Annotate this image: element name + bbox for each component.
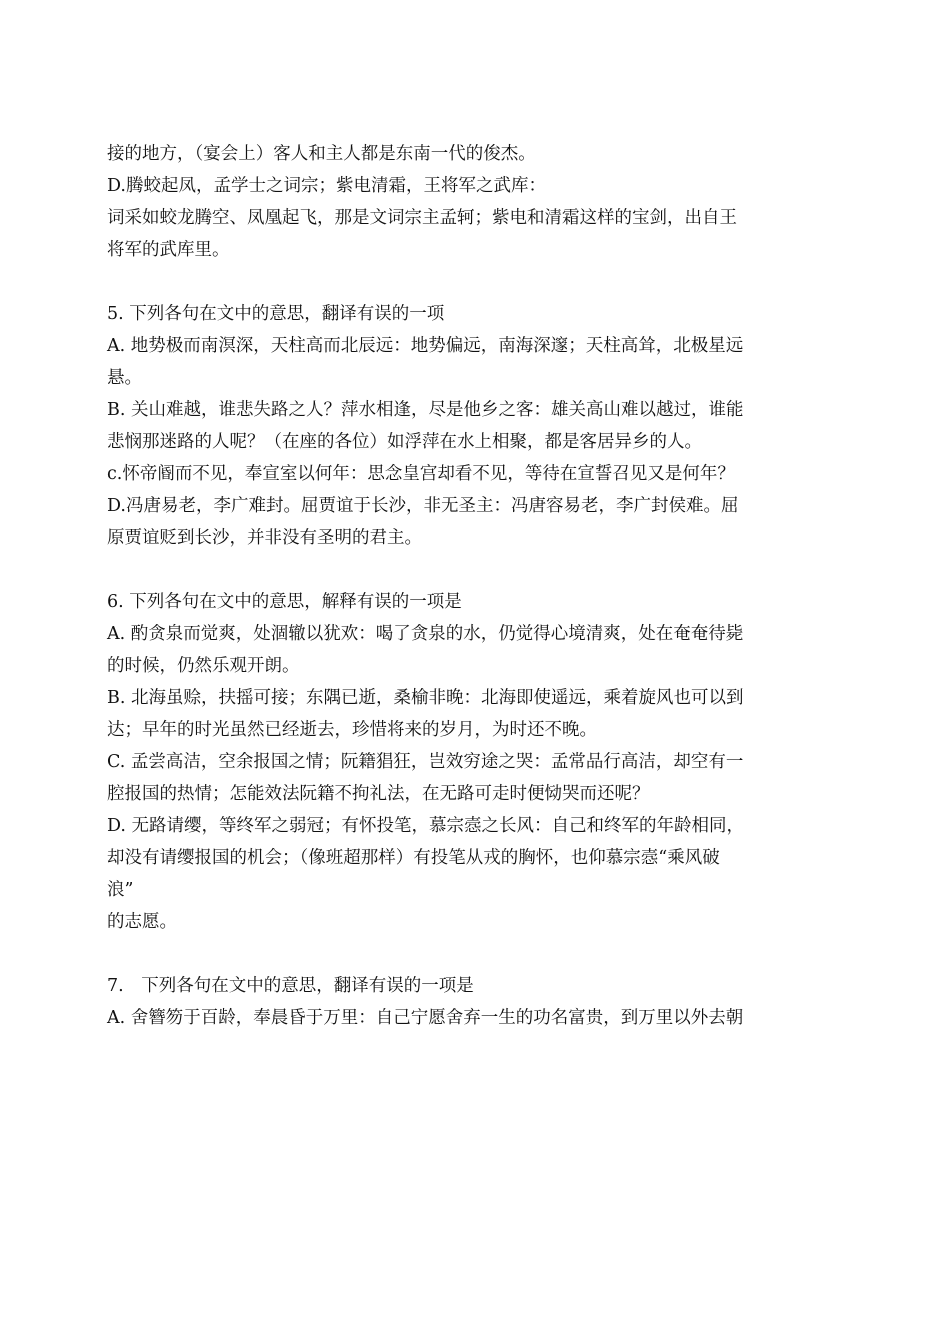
document-page <box>107 138 847 1034</box>
text-line: 达；早年的时光虽然已经逝去，珍惜将来的岁月，为时还不晚。 <box>107 720 597 740</box>
paragraph-gap <box>107 554 847 586</box>
option-a-line: A. 舍簪笏于百龄，奉晨昏于万里：自己宁愿舍弃一生的功名富贵，到万里以外去朝 <box>107 1008 744 1028</box>
text-line: 的时候，仍然乐观开朗。 <box>107 656 300 676</box>
text-line: 却没有请缨报国的机会；（像班超那样）有投笔从戎的胸怀，也仰慕宗悫“乘风破 <box>107 848 720 868</box>
option-b-line: B. 关山难越，谁悲失路之人？萍水相逢，尽是他乡之客：雄关高山难以越过，谁能 <box>107 400 744 420</box>
option-d-line: D.冯唐易老，李广难封。屈贾谊于长沙，非无圣主：冯唐容易老，李广封侯难。屈 <box>107 496 739 516</box>
text-line: 将军的武库里。 <box>107 240 230 260</box>
question-7-title: 7. 下列各句在文中的意思，翻译有误的一项是 <box>107 976 474 996</box>
text-line: 词采如蛟龙腾空、凤凰起飞，那是文词宗主孟轲；紫电和清霜这样的宝剑，出自王 <box>107 208 737 228</box>
text-line: 原贾谊贬到长沙，并非没有圣明的君主。 <box>107 528 422 548</box>
paragraph-gap <box>107 938 847 970</box>
option-c-line: C. 孟尝高洁，空余报国之情；阮籍猖狂，岂效穷途之哭：孟常品行高洁，却空有一 <box>107 752 744 772</box>
text-line: 接的地方，（宴会上）客人和主人都是东南一代的俊杰。 <box>107 144 536 164</box>
option-a-line: A. 酌贪泉而觉爽，处涸辙以犹欢：喝了贪泉的水，仍觉得心境清爽，处在奄奄待毙 <box>107 624 744 644</box>
text-line: 的志愿。 <box>107 912 177 932</box>
text-line: 悲悯那迷路的人呢？（在座的各位）如浮萍在水上相聚，都是客居异乡的人。 <box>107 432 702 452</box>
text-line: 腔报国的热情；怎能效法阮籍不拘礼法，在无路可走时便恸哭而还呢？ <box>107 784 650 804</box>
question-5-title: 5. 下列各句在文中的意思，翻译有误的一项 <box>107 304 445 324</box>
option-d-line: D. 无路请缨，等终军之弱冠；有怀投笔，慕宗悫之长风：自己和终军的年龄相同， <box>107 816 745 836</box>
option-d-line: D.腾蛟起凤，孟学士之词宗；紫电清霜，王将军之武库： <box>107 176 546 196</box>
text-line: 悬。 <box>107 368 142 388</box>
question-6-title: 6. 下列各句在文中的意思，解释有误的一项是 <box>107 592 462 612</box>
paragraph-gap <box>107 266 847 298</box>
text-line: 浪” <box>107 880 134 900</box>
option-b-line: B. 北海虽赊，扶摇可接；东隅已逝，桑榆非晚：北海即使遥远，乘着旋风也可以到 <box>107 688 744 708</box>
option-a-line: A. 地势极而南溟深，天柱高而北辰远：地势偏远，南海深邃；天柱高耸，北极星远 <box>107 336 744 356</box>
option-c-line: c.怀帝阍而不见，奉宣室以何年：思念皇宫却看不见，等待在宣誓召见又是何年？ <box>107 464 735 484</box>
